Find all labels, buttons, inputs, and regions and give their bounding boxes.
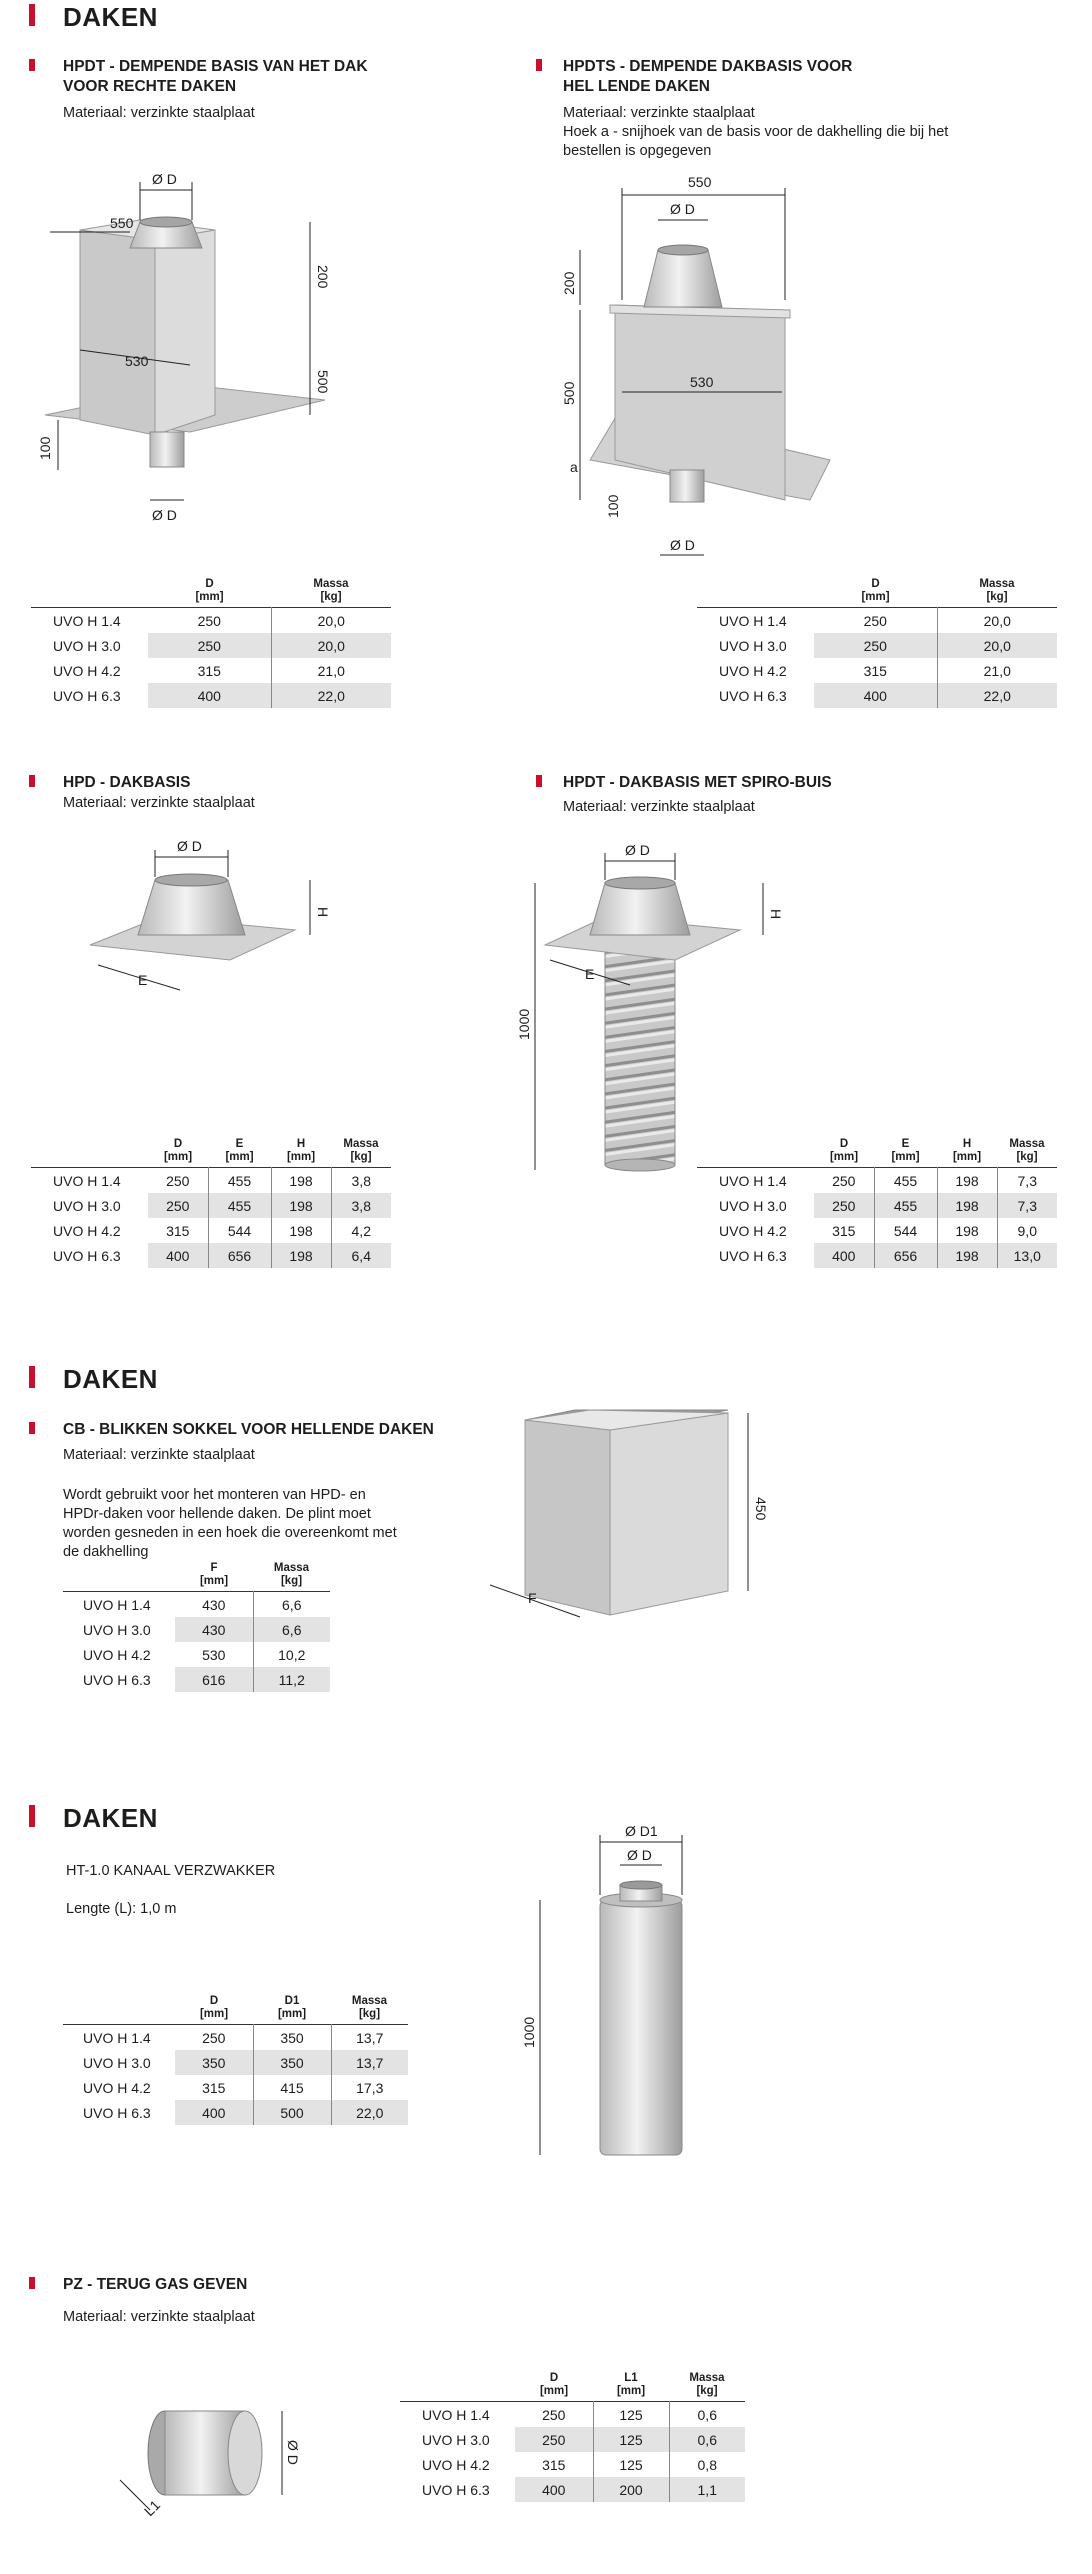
table-cell: 22,0 [271, 683, 391, 708]
table-row [697, 1193, 1057, 1218]
table-cell: 350 [175, 2050, 253, 2075]
table-cell: 125 [593, 2452, 669, 2477]
dim-e: E [138, 972, 148, 988]
table-row [63, 2100, 408, 2125]
dim-height: H [768, 909, 784, 920]
row-label: UVO H 1.4 [719, 612, 787, 629]
col-header [63, 1995, 175, 2025]
table-cell: 1,1 [669, 2477, 745, 2502]
material-hpdt-spiro: Materiaal: verzinkte staalplaat [563, 799, 755, 815]
table-row [31, 658, 391, 683]
table-cell: 315 [166, 1222, 190, 1239]
row-label: UVO H 6.3 [53, 1247, 121, 1264]
col-header: D [mm] [861, 578, 890, 603]
table-cell: 455 [208, 1168, 271, 1194]
table-cell: 198 [937, 1243, 997, 1268]
hpd-drawing [80, 835, 380, 1035]
dim-square-550: 550 [688, 174, 712, 190]
dim-height: H [315, 907, 331, 918]
table-cell: 250 [814, 1193, 874, 1218]
table-cell: 20,0 [937, 633, 1057, 658]
col-header [400, 2372, 515, 2402]
col-header: H [mm] [286, 1138, 316, 1163]
dim-diameter-top: Ø D [670, 201, 695, 217]
col-header: Massa [kg] [273, 1562, 310, 1587]
table-cell: 544 [208, 1218, 271, 1243]
table-cell: 350 [253, 2050, 331, 2075]
table-cell: 198 [271, 1168, 331, 1194]
table-cell: 125 [593, 2427, 669, 2452]
row-label: UVO H 4.2 [719, 662, 787, 679]
product-marker [29, 775, 35, 787]
row-label: UVO H 3.0 [719, 637, 787, 654]
col-header: F [mm] [199, 1562, 229, 1587]
table-cell: 250 [148, 1193, 208, 1218]
table-row [697, 683, 1057, 708]
table-cell: 315 [542, 2456, 566, 2473]
col-header: Massa [kg] [351, 1995, 388, 2020]
table-row [400, 2402, 745, 2428]
col-header: Massa [kg] [1009, 1138, 1045, 1163]
table-cell: 7,3 [997, 1168, 1057, 1194]
table-cell: 250 [166, 1172, 190, 1189]
table-cell: 250 [197, 612, 221, 629]
product-title-ht: HT-1.0 KANAAL VERZWAKKER [66, 1863, 276, 1879]
table-cell: 20,0 [271, 608, 391, 634]
row-label: UVO H 1.4 [53, 612, 121, 629]
table-cell: 13,7 [331, 2025, 408, 2051]
table-cell: 455 [874, 1168, 937, 1194]
dim-diameter-bottom: Ø D [670, 537, 695, 553]
table-cell: 7,3 [997, 1193, 1057, 1218]
col-header [31, 1138, 148, 1168]
hpdts-drawing [560, 170, 860, 570]
table-cell: 6,6 [253, 1617, 330, 1642]
table-cell: 400 [814, 683, 937, 708]
table-cell: 430 [202, 1596, 226, 1613]
col-header: Massa [kg] [689, 2372, 725, 2397]
dim-diameter-bottom: Ø D [152, 507, 177, 523]
row-label: UVO H 4.2 [83, 1646, 151, 1663]
dim-100: 100 [605, 494, 621, 518]
table-row [400, 2452, 745, 2477]
col-header: Massa [kg] [343, 1138, 379, 1163]
table-cell: 400 [148, 1243, 208, 1268]
table-cell: 198 [937, 1193, 997, 1218]
table-cell: 415 [253, 2075, 331, 2100]
material-hpd: Materiaal: verzinkte staalplaat [63, 795, 255, 811]
table-row [63, 1617, 330, 1642]
row-label: UVO H 1.4 [719, 1172, 787, 1189]
table-row [31, 683, 391, 708]
table-cell: 315 [863, 662, 887, 679]
table-cell: 0,6 [669, 2402, 745, 2428]
material-cb: Materiaal: verzinkte staalplaat [63, 1447, 255, 1463]
section-marker [29, 1805, 35, 1827]
row-label: UVO H 3.0 [53, 637, 121, 654]
row-label: UVO H 1.4 [53, 1172, 121, 1189]
col-header [31, 578, 148, 608]
table-cell: 250 [202, 2029, 226, 2046]
table-cell: 616 [175, 1667, 253, 1692]
product-title-hpdts: HPDTS - DEMPENDE DAKBASIS VOOR HEL LENDE DAKEN [563, 58, 853, 95]
table-cell: 198 [271, 1243, 331, 1268]
col-header [63, 1562, 175, 1592]
spec-table-hpdts [697, 578, 1057, 708]
description-cb: Wordt gebruikt voor het monteren van HPD- en HPDr-daken voor hellende daken. De plint moet worden gesneden in een hoek die overeenkomt met de dakhelling [63, 1487, 397, 1560]
table-cell: 4,2 [331, 1218, 391, 1243]
spec-table-pz [400, 2372, 745, 2502]
table-cell: 455 [208, 1193, 271, 1218]
row-label: UVO H 1.4 [83, 1596, 151, 1613]
section-title: DAKEN [63, 2, 158, 32]
dim-diameter: Ø D [625, 842, 650, 858]
table-cell: 125 [593, 2402, 669, 2428]
table-row [400, 2427, 745, 2452]
dim-e: E [585, 966, 595, 982]
product-marker [29, 1422, 35, 1434]
product-title-hpdt: HPDT - DEMPENDE BASIS VAN HET DAK VOOR RECHTE DAKEN [63, 58, 368, 95]
table-row [697, 1243, 1057, 1268]
product-title-hpdt-spiro: HPDT - DAKBASIS MET SPIRO-BUIS [563, 774, 832, 791]
row-label: UVO H 3.0 [83, 2054, 151, 2071]
table-cell: 20,0 [271, 633, 391, 658]
row-label: UVO H 4.2 [422, 2456, 490, 2473]
section-title: DAKEN [63, 1803, 158, 1833]
product-marker [29, 2277, 35, 2289]
product-title-cb: CB - BLIKKEN SOKKEL VOOR HELLENDE DAKEN [63, 1421, 434, 1438]
col-header: D [mm] [199, 1995, 229, 2020]
table-row [697, 658, 1057, 683]
row-label: UVO H 4.2 [53, 1222, 121, 1239]
table-row [63, 2075, 408, 2100]
dim-angle-a: a [570, 459, 578, 475]
dim-diameter-d1: Ø D1 [625, 1823, 658, 1839]
dim-500: 500 [561, 381, 577, 405]
table-cell: 400 [175, 2100, 253, 2125]
table-cell: 315 [202, 2079, 226, 2096]
ht-drawing [521, 1820, 725, 2180]
dim-l1: L1 [140, 2496, 164, 2520]
product-marker [536, 59, 542, 71]
product-marker [29, 59, 35, 71]
dim-1000: 1000 [516, 1008, 532, 1040]
table-cell: 455 [874, 1193, 937, 1218]
row-label: UVO H 6.3 [719, 687, 787, 704]
table-cell: 400 [148, 683, 271, 708]
table-cell: 198 [271, 1193, 331, 1218]
dim-450: 450 [753, 1497, 769, 1521]
row-label: UVO H 3.0 [719, 1197, 787, 1214]
table-cell: 200 [593, 2477, 669, 2502]
table-cell: 250 [863, 612, 887, 629]
dim-500: 500 [315, 370, 331, 394]
table-row [31, 1243, 391, 1268]
row-label: UVO H 3.0 [422, 2431, 490, 2448]
material-hpdt: Materiaal: verzinkte staalplaat [63, 105, 255, 121]
hpdt-drawing [37, 170, 340, 550]
dim-square-530: 530 [125, 353, 149, 369]
table-row [697, 1168, 1057, 1194]
spec-table-hpdt-spiro [697, 1138, 1057, 1268]
material-hpdts: Materiaal: verzinkte staalplaat [563, 105, 755, 121]
table-row [63, 1642, 330, 1667]
table-cell: 9,0 [997, 1218, 1057, 1243]
table-cell: 17,3 [331, 2075, 408, 2100]
dim-diameter-top: Ø D [152, 171, 177, 187]
table-cell: 13,0 [997, 1243, 1057, 1268]
row-label: UVO H 3.0 [53, 1197, 121, 1214]
note-hpdts: Hoek a - snijhoek van de basis voor de dakhelling die bij het bestellen is opgegeven [563, 124, 949, 159]
table-cell: 400 [814, 1243, 874, 1268]
dim-diameter: Ø D [285, 2440, 301, 2465]
col-header [697, 1138, 814, 1168]
table-cell: 198 [937, 1168, 997, 1194]
table-cell: 21,0 [271, 658, 391, 683]
table-cell: 20,0 [937, 608, 1057, 634]
table-cell: 400 [515, 2477, 593, 2502]
pz-drawing [110, 2385, 310, 2525]
spec-table-cb [63, 1562, 330, 1692]
spec-table-hpdt [31, 578, 391, 708]
row-label: UVO H 6.3 [422, 2481, 490, 2498]
row-label: UVO H 4.2 [83, 2079, 151, 2096]
row-label: UVO H 3.0 [83, 1621, 151, 1638]
spec-table-ht [63, 1995, 408, 2125]
col-header: D1 [mm] [277, 1995, 307, 2020]
table-row [31, 633, 391, 658]
table-cell: 10,2 [253, 1642, 330, 1667]
product-title-hpd: HPD - DAKBASIS [63, 774, 191, 791]
col-header: E [mm] [891, 1138, 920, 1163]
table-row [697, 608, 1057, 634]
col-header: E [mm] [225, 1138, 254, 1163]
spec-table-hpd [31, 1138, 391, 1268]
table-cell: 544 [874, 1218, 937, 1243]
dim-square-550: 550 [110, 215, 134, 231]
col-header: Massa [kg] [979, 578, 1015, 603]
row-label: UVO H 6.3 [83, 2104, 151, 2121]
table-row [400, 2477, 745, 2502]
table-cell: 0,8 [669, 2452, 745, 2477]
section-marker [29, 4, 35, 26]
table-cell: 13,7 [331, 2050, 408, 2075]
section-marker [29, 1366, 35, 1388]
table-cell: 250 [832, 1172, 856, 1189]
row-label: UVO H 6.3 [83, 1671, 151, 1688]
table-cell: 22,0 [937, 683, 1057, 708]
table-cell: 250 [515, 2427, 593, 2452]
dim-diameter-d: Ø D [627, 1847, 652, 1863]
row-label: UVO H 1.4 [422, 2406, 490, 2423]
row-label: UVO H 4.2 [53, 662, 121, 679]
dim-200: 200 [561, 271, 577, 295]
table-cell: 22,0 [331, 2100, 408, 2125]
table-cell: 656 [874, 1243, 937, 1268]
table-cell: 350 [253, 2025, 331, 2051]
row-label: UVO H 6.3 [719, 1247, 787, 1264]
col-header [697, 578, 814, 608]
table-cell: 250 [814, 633, 937, 658]
col-header: D [mm] [539, 2372, 569, 2397]
product-marker [536, 775, 542, 787]
col-header: D [mm] [195, 578, 224, 603]
table-row [63, 1667, 330, 1692]
dim-100: 100 [37, 436, 53, 460]
table-cell: 500 [253, 2100, 331, 2125]
table-cell: 198 [937, 1218, 997, 1243]
col-header: Massa [kg] [313, 578, 349, 603]
dim-diameter: Ø D [177, 838, 202, 854]
table-cell: 11,2 [253, 1667, 330, 1692]
table-cell: 3,8 [331, 1168, 391, 1194]
dim-square-530: 530 [690, 374, 714, 390]
table-cell: 6,6 [253, 1592, 330, 1618]
table-cell: 656 [208, 1243, 271, 1268]
dim-f: F [528, 1590, 537, 1606]
table-row [63, 2050, 408, 2075]
length-ht: Lengte (L): 1,0 m [66, 1901, 177, 1917]
table-cell: 0,6 [669, 2427, 745, 2452]
dim-1000: 1000 [521, 2016, 537, 2048]
table-row [697, 1218, 1057, 1243]
dim-200: 200 [315, 265, 331, 289]
table-row [31, 608, 391, 634]
row-label: UVO H 4.2 [719, 1222, 787, 1239]
table-cell: 198 [271, 1218, 331, 1243]
table-cell: 430 [175, 1617, 253, 1642]
table-cell: 530 [202, 1646, 226, 1663]
table-row [63, 2025, 408, 2051]
col-header: D [mm] [829, 1138, 859, 1163]
table-row [697, 633, 1057, 658]
row-label: UVO H 6.3 [53, 687, 121, 704]
table-cell: 250 [542, 2406, 566, 2423]
table-cell: 250 [148, 633, 271, 658]
table-row [31, 1168, 391, 1194]
table-row [63, 1592, 330, 1618]
table-cell: 3,8 [331, 1193, 391, 1218]
table-cell: 315 [832, 1222, 856, 1239]
row-label: UVO H 1.4 [83, 2029, 151, 2046]
cb-drawing [480, 1405, 780, 1625]
material-pz: Materiaal: verzinkte staalplaat [63, 2309, 255, 2325]
col-header: D [mm] [163, 1138, 193, 1163]
table-cell: 315 [197, 662, 221, 679]
table-row [31, 1193, 391, 1218]
table-cell: 21,0 [937, 658, 1057, 683]
table-row [31, 1218, 391, 1243]
section-title: DAKEN [63, 1364, 158, 1394]
table-cell: 6,4 [331, 1243, 391, 1268]
col-header: L1 [mm] [616, 2372, 646, 2397]
product-title-pz: PZ - TERUG GAS GEVEN [63, 2276, 248, 2293]
col-header: H [mm] [952, 1138, 982, 1163]
